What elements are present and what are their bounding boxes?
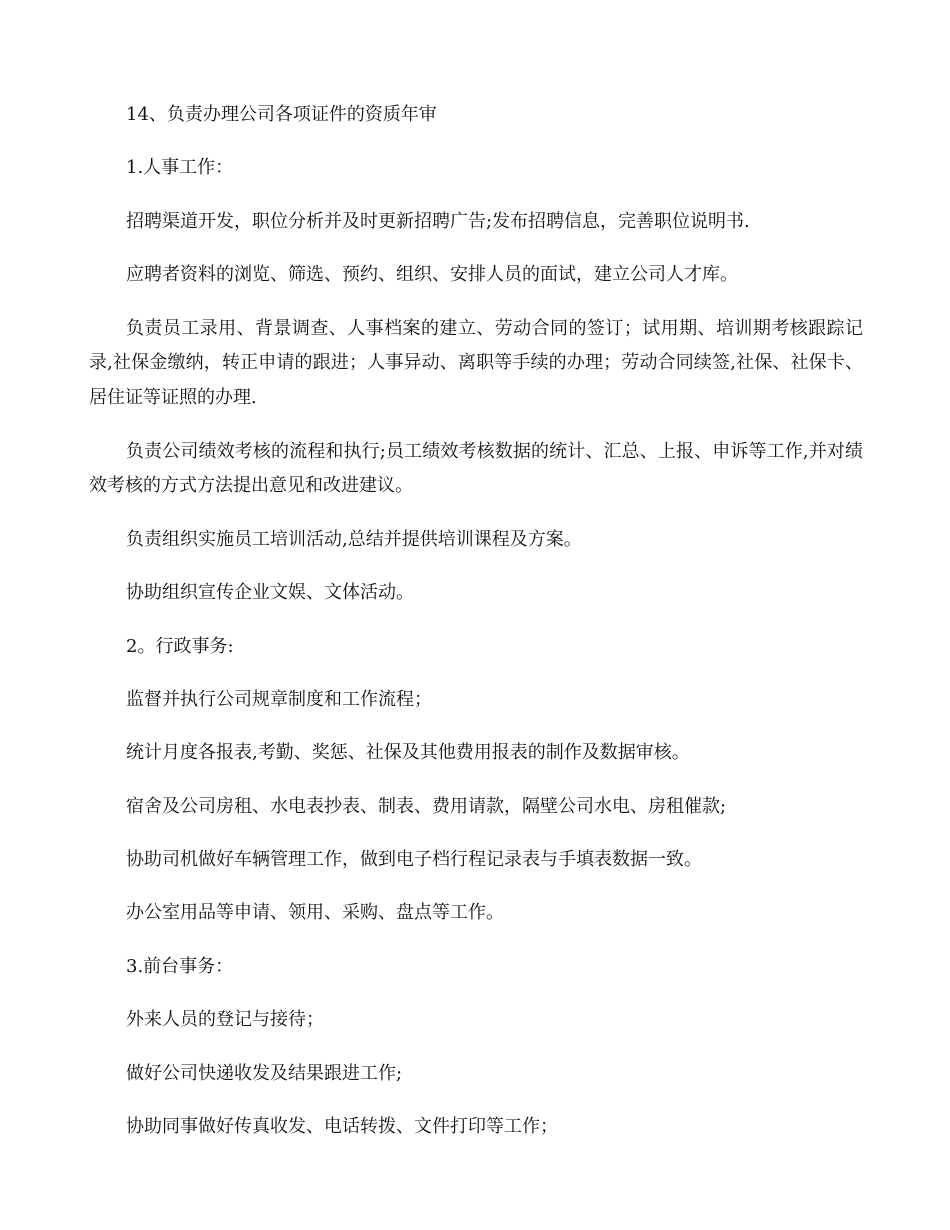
paragraph-training: 负责组织实施员工培训活动,总结并提供培训课程及方案。 <box>126 528 582 550</box>
paragraph-monthly-reports: 统计月度各报表,考勤、奖惩、社保及其他费用报表的制作及数据审核。 <box>126 742 690 764</box>
paragraph-courier-handling: 做好公司快递收发及结果跟进工作; <box>126 1062 403 1084</box>
paragraph-recruitment-channels: 招聘渠道开发，职位分析并及时更新招聘广告;发布招聘信息，完善职位说明书. <box>126 210 750 232</box>
paragraph-applicant-screening: 应聘者资料的浏览、筛选、预约、组织、安排人员的面试，建立公司人才库。 <box>126 264 738 286</box>
paragraph-certificate-review: 14、负责办理公司各项证件的资质年审 <box>126 104 437 125</box>
paragraph-visitor-reception: 外来人员的登记与接待； <box>126 1009 324 1031</box>
heading-front-desk: 3.前台事务： <box>126 955 234 977</box>
paragraph-rent-utilities: 宿舍及公司房租、水电表抄表、制表、费用请款，隔壁公司水电、房租催款; <box>126 795 727 817</box>
paragraph-employee-onboarding: 负责员工录用、背景调查、人事档案的建立、劳动合同的签订；试用期、培训期考核跟踪记录,社保金缴纳，转正申请的跟进；人事异动、离职等手续的办理；劳动合同续签,社保、社保卡、居住证等证照的办理. <box>89 317 863 409</box>
paragraph-performance-review: 负责公司绩效考核的流程和执行;员工绩效考核数据的统计、汇总、上报、申诉等工作,并对绩效考核的方式方法提出意见和改进建议。 <box>89 440 863 497</box>
heading-hr-work: 1.人事工作： <box>126 157 234 179</box>
document-page <box>89 98 863 1163</box>
paragraph-fax-phone-printing: 协助同事做好传真收发、电话转拨、文件打印等工作； <box>126 1116 558 1138</box>
heading-admin-affairs: 2。行政事务: <box>126 635 234 657</box>
paragraph-office-supplies: 办公室用品等申请、领用、采购、盘点等工作。 <box>126 902 504 924</box>
paragraph-culture-activities: 协助组织宣传企业文娱、文体活动。 <box>126 582 414 604</box>
paragraph-rules-supervision: 监督并执行公司规章制度和工作流程； <box>126 688 432 710</box>
paragraph-vehicle-management: 协助司机做好车辆管理工作，做到电子档行程记录表与手填表数据一致。 <box>126 849 702 871</box>
